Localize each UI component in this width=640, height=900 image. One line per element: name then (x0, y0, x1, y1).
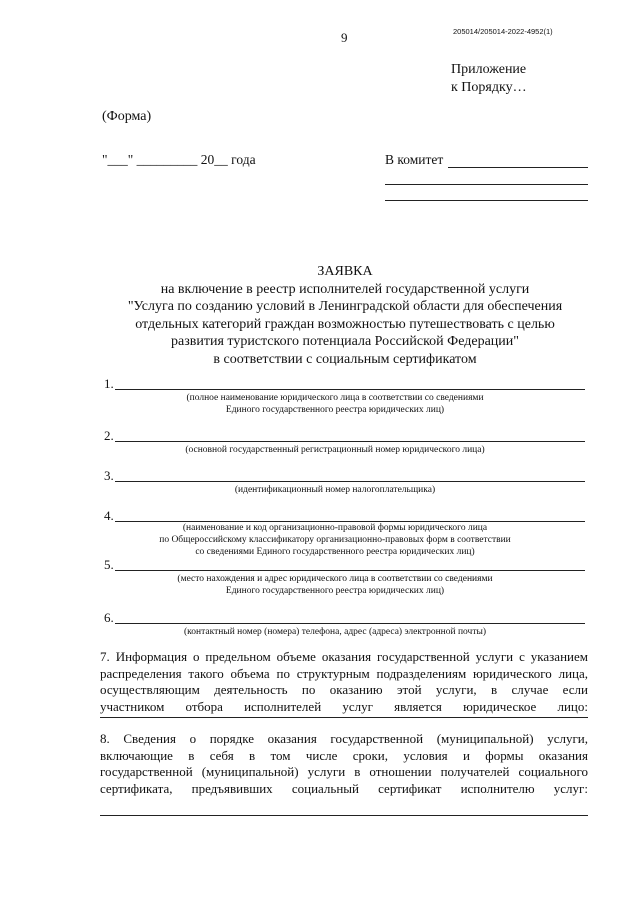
field-3-input-line[interactable] (115, 481, 585, 482)
paragraph-line: участником отбора исполнителей услуг является юридическое лицо: (100, 698, 588, 714)
hint-text: (наименование и код организационно-правовой формы юридического лица (182, 523, 488, 533)
paragraph-line: 7. Информация о предельном объеме оказания государственной услуги с указанием (100, 649, 588, 664)
field-6-hint (125, 626, 545, 638)
field-1-input-line[interactable] (115, 389, 585, 390)
paragraph-line: 8. Сведения о порядке оказания государственной (муниципальной) услуги, (100, 731, 588, 746)
hint-text: Единого государственного реестра юридических лиц) (225, 586, 445, 596)
item-8-input-line[interactable] (100, 815, 588, 816)
item-7-paragraph (100, 649, 588, 715)
title-line: развития туристского потенциала Российской Федерации" (170, 334, 519, 349)
title-heading: ЗАЯВКА (317, 264, 373, 279)
committee-line-2 (385, 184, 588, 185)
field-number: 3. (104, 468, 114, 483)
hint-text: (контактный номер (номера) телефона, адрес (адреса) электронной почты) (183, 627, 487, 637)
hint-text: (основной государственный регистрационный номер юридического лица) (185, 445, 485, 455)
hint-text: (идентификационный номер налогоплательщика) (234, 485, 436, 495)
title-line: "Услуга по созданию условий в Ленинградской области для обеспечения (127, 299, 563, 314)
hint-text: Единого государственного реестра юридических лиц) (225, 405, 445, 415)
application-title (95, 263, 595, 368)
title-line: в соответствии с социальным сертификатом (213, 351, 477, 367)
paragraph-line: осуществляющим деятельность по оказанию этой услуги, в случае если (100, 682, 588, 697)
field-5-input-line[interactable] (115, 570, 585, 571)
field-number: 2. (104, 428, 114, 443)
item-8-paragraph (100, 731, 588, 797)
hint-text: (полное наименование юридического лица в соответствии со сведениями (186, 393, 484, 403)
hint-text: (место нахождения и адрес юридического лица в соответствии со сведениями (177, 574, 493, 584)
title-line: на включение в реестр исполнителей государственной услуги (160, 281, 530, 297)
item-7-input-line[interactable] (100, 717, 588, 718)
field-5-hint (125, 573, 545, 597)
field-number: 1. (104, 376, 114, 391)
field-2-hint (125, 444, 545, 456)
committee-line-1 (448, 167, 588, 168)
field-2-input-line[interactable] (115, 441, 585, 442)
field-4-hint (125, 522, 545, 558)
committee-line-3 (385, 200, 588, 201)
paragraph-line: сертификата, предъявивших социальный сертификат исполнителю услуг: (100, 780, 588, 796)
paragraph-line: распределения такого объема по структурным подразделениям юридического лица, (100, 665, 588, 681)
document-code: 205014/205014-2022-4952(1) (453, 27, 553, 36)
form-label: (Форма) (102, 109, 152, 124)
appendix-line-1: Приложение (451, 62, 527, 77)
field-number: 4. (104, 508, 114, 523)
committee-label: В комитет (385, 152, 444, 167)
field-3-hint (125, 484, 545, 496)
paragraph-line: государственной (муниципальной) услуги в отношении получателей социального (100, 764, 588, 779)
date-template: "___" _________ 20__ года (102, 152, 256, 167)
page-number: 9 (341, 30, 348, 45)
field-number: 6. (104, 610, 114, 625)
paragraph-line: включающие в себя в том числе сроки, условия и формы оказания (100, 747, 588, 763)
title-line: отдельных категорий граждан возможностью путешествовать с целью (135, 316, 555, 332)
hint-text: по Общероссийскому классификатору организационно-правовых форм в соответствии (159, 535, 511, 545)
hint-text: со сведениями Единого государственного реестра юридических лиц) (195, 547, 475, 557)
field-6-input-line[interactable] (115, 623, 585, 624)
field-number: 5. (104, 557, 114, 572)
appendix-line-2: к Порядку… (451, 80, 527, 95)
field-1-hint (125, 392, 545, 416)
